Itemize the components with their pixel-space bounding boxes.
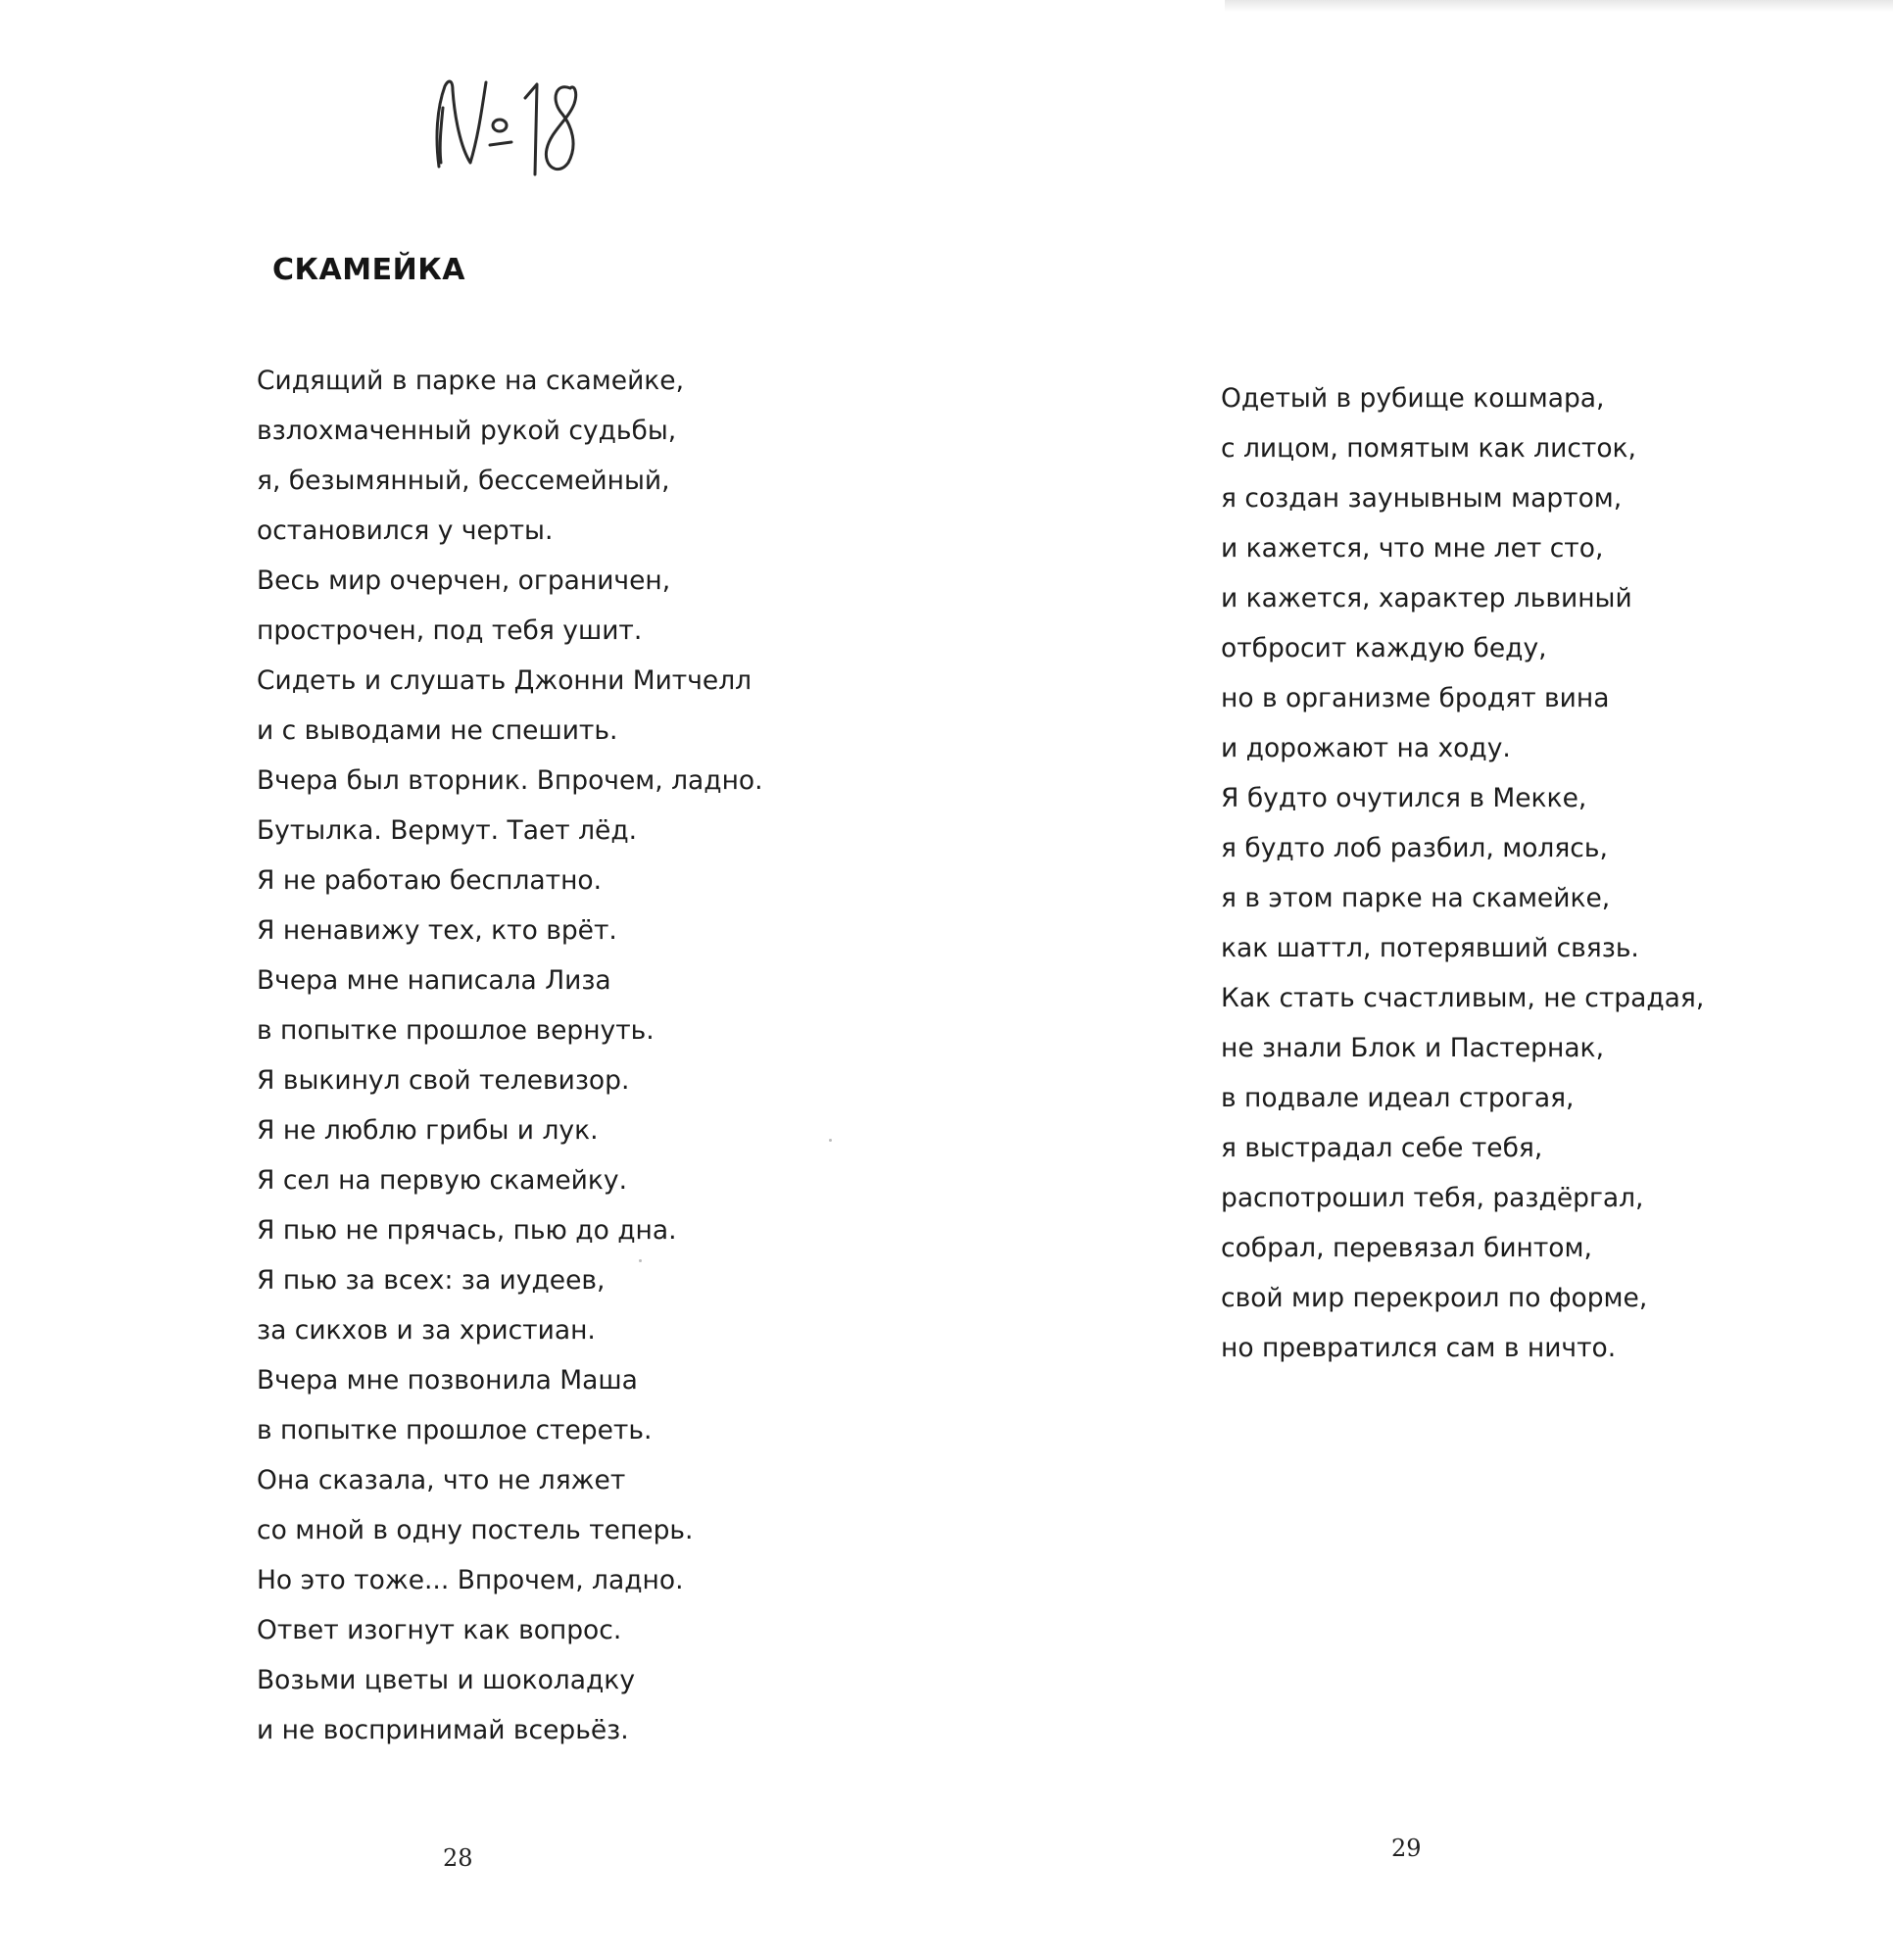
poem-line: Я ненавижу тех, кто врёт.	[257, 915, 617, 946]
left-page-poem-lines	[257, 356, 763, 1755]
poem-line: в подвале идеал строгая,	[1221, 1083, 1575, 1113]
handwritten-number-drawing	[431, 69, 588, 176]
poem-line: и кажется, характер львиный	[1221, 583, 1632, 613]
poem-line: свой мир перекроил по форме,	[1221, 1283, 1648, 1313]
poem-line: Возьми цветы и шоколадку	[257, 1665, 635, 1695]
poem-line: я в этом парке на скамейке,	[1221, 883, 1611, 913]
poem-line: Вчера мне написала Лиза	[257, 965, 611, 996]
poem-line: Я выкинул свой телевизор.	[257, 1065, 630, 1096]
poem-line: со мной в одну постель теперь.	[257, 1515, 694, 1545]
scan-speck	[829, 1139, 832, 1142]
poem-line: и с выводами не спешить.	[257, 715, 618, 746]
poem-line: я выстрадал себе тебя,	[1221, 1133, 1543, 1163]
poem-line: Ответ изогнут как вопрос.	[257, 1615, 622, 1645]
poem-line: Вчера был вторник. Впрочем, ладно.	[257, 765, 763, 796]
scan-speck	[639, 1259, 642, 1262]
poem-line: я, безымянный, бессемейный,	[257, 466, 670, 496]
poem-line: как шаттл, потерявший связь.	[1221, 933, 1639, 963]
poem-line: Сидеть и слушать Джонни Митчелл	[257, 665, 752, 696]
poem-line: Я сел на первую скамейку.	[257, 1165, 627, 1196]
poem-line: Я пью за всех: за иудеев,	[257, 1265, 606, 1296]
poem-line: Бутылка. Вермут. Тает лёд.	[257, 815, 638, 846]
poem-line: Я не люблю грибы и лук.	[257, 1115, 599, 1146]
poem-line: и не воспринимай всерьёз.	[257, 1715, 629, 1745]
left-page	[0, 0, 946, 1960]
poem-line: Я пью не прячась, пью до дна.	[257, 1215, 677, 1246]
poem-line: я будто лоб разбил, молясь,	[1221, 833, 1608, 863]
poem-line: я создан заунывным мартом,	[1221, 483, 1623, 514]
poem-line: но в организме бродят вина	[1221, 683, 1610, 713]
poem-line: но превратился сам в ничто.	[1221, 1333, 1617, 1363]
poem-line: Одетый в рубище кошмара,	[1221, 383, 1605, 414]
poem-line: собрал, перевязал бинтом,	[1221, 1233, 1592, 1263]
poem-line: Она сказала, что не ляжет	[257, 1465, 626, 1495]
page-number-left: 28	[443, 1844, 473, 1872]
scan-edge-shadow	[1225, 0, 1893, 12]
poem-line: прострочен, под тебя ушит.	[257, 615, 643, 646]
poem-line: распотрошил тебя, раздёргал,	[1221, 1183, 1644, 1213]
poem-line: и дорожают на ходу.	[1221, 733, 1511, 763]
poem-line: остановился у черты.	[257, 515, 554, 546]
right-page-poem-lines	[1221, 373, 1704, 1373]
poem-line: не знали Блок и Пастернак,	[1221, 1033, 1604, 1063]
poem-line: в попытке прошлое вернуть.	[257, 1015, 655, 1046]
poem-line: Я будто очутился в Мекке,	[1221, 783, 1587, 813]
poem-line: отбросит каждую беду,	[1221, 633, 1547, 663]
poem-line: и кажется, что мне лет сто,	[1221, 533, 1604, 564]
page-number-right: 29	[1391, 1835, 1422, 1862]
poem-line: Как стать счастливым, не страдая,	[1221, 983, 1705, 1013]
poem-line: Сидящий в парке на скамейке,	[257, 366, 685, 396]
poem-line: в попытке прошлое стереть.	[257, 1415, 653, 1446]
handwritten-number	[431, 69, 588, 176]
poem-line: с лицом, помятым как листок,	[1221, 433, 1636, 464]
poem-line: Я не работаю бесплатно.	[257, 865, 603, 896]
poem-line: Но это тоже... Впрочем, ладно.	[257, 1565, 684, 1595]
poem-line: за сикхов и за христиан.	[257, 1315, 596, 1346]
poem-line: взлохмаченный рукой судьбы,	[257, 416, 677, 446]
poem-line: Весь мир очерчен, ограничен,	[257, 565, 671, 596]
poem-title: СКАМЕЙКА	[272, 253, 465, 287]
poem-line: Вчера мне позвонила Маша	[257, 1365, 638, 1396]
right-page	[946, 0, 1893, 1960]
